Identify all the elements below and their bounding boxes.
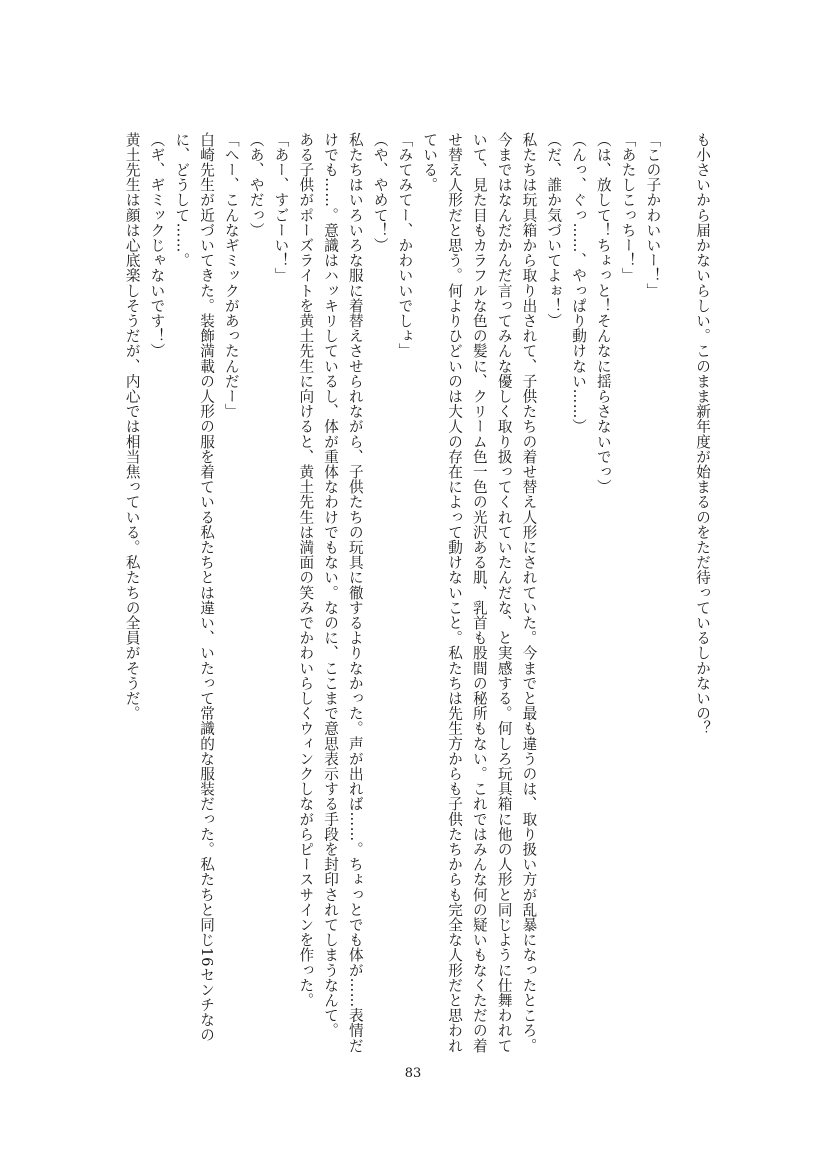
thought-line: （だ、誰か気づいてよぉ！）: [545, 132, 563, 329]
dialogue-line: 「みてみてー、かわいいでしょ」: [396, 132, 414, 359]
dialogue-line: 「あたしこっちー！」: [619, 132, 637, 283]
narration-paragraph: 黄土先生は顔は心底楽しそうだが、内心では相当焦っている。私たちの全員がそうだ。: [123, 132, 141, 721]
dialogue-line: 「あー、すごーい！」: [272, 132, 290, 283]
dialogue-line: 「この子かわいいー！」: [644, 132, 662, 299]
dialogue-line: 「へー、こんなギミックがあったんだー」: [222, 132, 240, 419]
thought-line: （んっ、ぐっ……、やっぱり動けない……）: [570, 132, 588, 434]
body-text: [119, 132, 714, 1062]
narration-paragraph: 私たちは玩具箱から取り出されて、子供たちの着せ替え人形にされていた。今までと最も違うのは、取り扱い方が乱暴になったところ。今まではなんだかんだ言ってみんな優しく取り扱ってくれていたんだな、と実感する。何しろ玩具箱に他の人形と同じように仕舞われていて、見た目もカラフルな色の髪に、クリーム色一色の光沢ある肌、乳首も股間の秘所もない。これではみんな何の疑いもなくただの着せ替え人形だと思う。何よりひどいのは大人の存在によって動けないこと。私たちは先生方からも子供たちからも完全な人形だと思われている。: [421, 132, 538, 1054]
thought-line: （は、放して！ちょっと！そんなに揺らさないでっ）: [594, 132, 612, 495]
narration-paragraph: 私たちはいろいろな服に着替えさせられながら、子供たちの玩具に徹するよりなかった。声が出れば……。ちょっとでも体が……表情だけでも……。意識はハッキリしているし、体が重体なわけでもない。なのに、ここまで意思表示する手段を封印されてしまうなんて。: [322, 132, 364, 1054]
text-line: も小さいから届かないらしい。このまま新年度が始まるのをただ待っているしかないの？: [694, 132, 711, 736]
narration-paragraph: ある子供がポーズライトを黄土先生に向けると、黄土先生は満面の笑みでかわいらしくウィンクしながらピースサインを作った。: [297, 132, 315, 1008]
thought-line: （あ、やだっ）: [247, 132, 265, 238]
narration-paragraph: 白崎先生が近づいてきた。装飾満載の人形の服を着ている私たちとは違い、いたって常識的な服装だった。私たちと同じ16センチなのに、どうして……。: [173, 132, 216, 1043]
thought-line: （や、やめて！）: [371, 132, 389, 253]
page-number: 83: [404, 1066, 422, 1081]
thought-line: （ギ、ギミックじゃないです！）: [148, 132, 166, 359]
blank-line: [664, 132, 689, 1062]
